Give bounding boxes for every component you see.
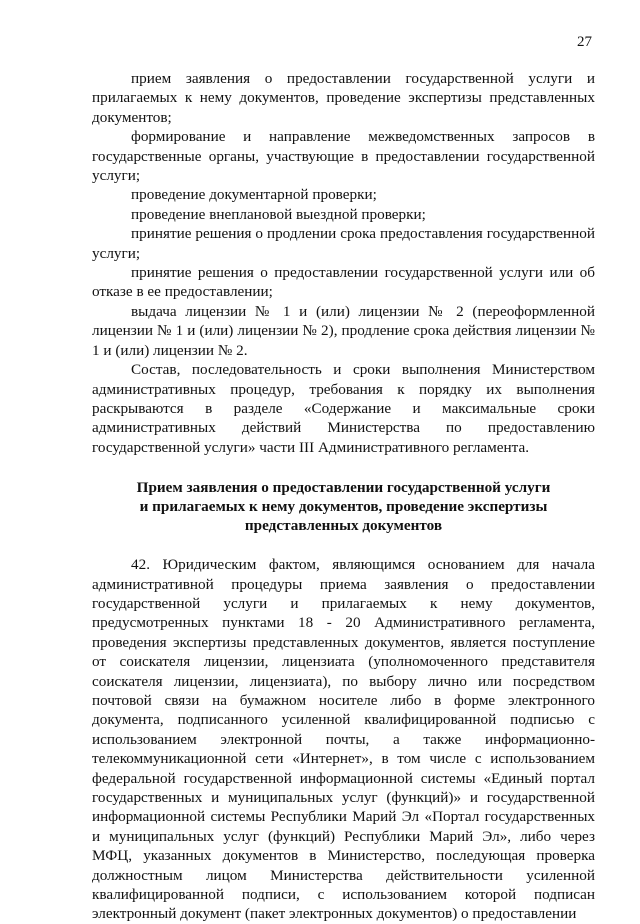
section-heading-line: Прием заявления о предоставлении государственной услуги: [136, 479, 551, 497]
list-item: принятие решения о продлении срока предоставления государственной услуги;: [92, 225, 595, 262]
page-number: 27: [577, 34, 592, 50]
document-body: [92, 69, 595, 924]
list-item: прием заявления о предоставлении государственной услуги и прилагаемых к нему документов, проведение экспертизы представленных документов;: [92, 70, 595, 126]
clause-42-paragraph: 42. Юридическим фактом, являющимся основанием для начала административной процедуры приема заявления о предоставлении государственной услуги и прилагаемых к нему документов, предусмотренных пунктами 18 - 20 Административного регламента, проведения экспертизы представленных документов, является поступление от соискателя лицензии, лицензиата (уполномоченного представителя соискателя лицензии, лицензиата), по выбору лично или посредством почтовой связи на бумажном носителе либо в форме электронного документа, подписанного усиленной квалифицированной подписью с использованием электронной почты, а также информационно-телекоммуникационной сети «Интернет», в том числе с использованием федеральной государственной информационной системы «Единый портал государственных и муниципальных услуг (функций)» и государственной информационной системы Республики Марий Эл «Портал государственных и муниципальных услуг (функций) Республики Марий Эл», либо через МФЦ, указанных документов в Министерство, последующая проверка должностным лицом Министерства действительности усиленной квалифицированной подписи, с использованием которой подписан электронный документ (пакет электронных документов) о предоставлении: [92, 556, 595, 923]
list-item: проведение внеплановой выездной проверки;: [131, 205, 426, 223]
section-heading-line: и прилагаемых к нему документов, проведение экспертизы: [139, 498, 548, 516]
section-heading: [92, 478, 595, 535]
list-item: формирование и направление межведомственных запросов в государственные органы, участвующие в предоставлении государственной услуги;: [92, 128, 595, 185]
list-item: проведение документарной проверки;: [131, 186, 377, 204]
section-heading-line: представленных документов: [244, 517, 443, 535]
procedures-paragraph: Состав, последовательность и сроки выполнения Министерством административных процедур, требования к порядку их выполнения раскрываются в разделе «Содержание и максимальные сроки административных действий Министерства по предоставлению государственной услуги» части III Административного регламента.: [92, 361, 595, 456]
list-item: выдача лицензии № 1 и (или) лицензии № 2 (переоформленной лицензии № 1 и (или) лицензии № 2), продление срока действия лицензии № 1 и (или) лицензии № 2.: [92, 302, 595, 359]
list-item: принятие решения о предоставлении государственной услуги или об отказе в ее предоставлении;: [92, 264, 595, 301]
